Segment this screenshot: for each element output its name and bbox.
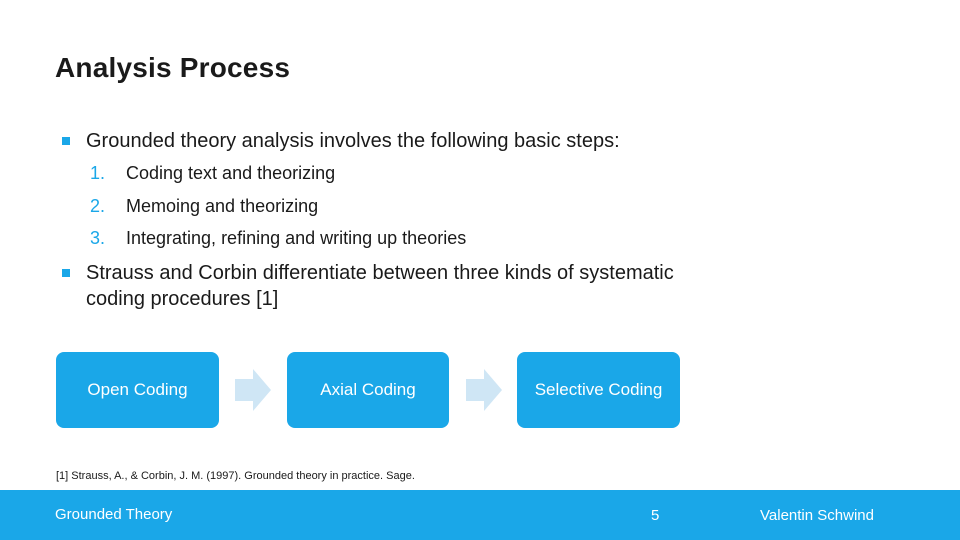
- step-text: Memoing and theorizing: [126, 196, 319, 216]
- square-bullet-icon: [62, 269, 70, 277]
- bullet-text: Grounded theory analysis involves the following basic steps:: [86, 130, 620, 152]
- step-item-2: [90, 196, 318, 217]
- step-number: 3.: [90, 228, 106, 248]
- right-arrow-icon: [466, 369, 502, 411]
- process-box-axial-coding: Axial Coding: [287, 352, 449, 428]
- reference-citation: [1] Strauss, A., & Corbin, J. M. (1997). Grounded theory in practice. Sage.: [56, 470, 415, 482]
- footer-bar: [0, 490, 960, 540]
- footer-title: Grounded Theory: [55, 506, 173, 523]
- step-text: Coding text and theorizing: [126, 163, 336, 183]
- bullet-grounded-theory: [62, 128, 762, 154]
- page-number: 5: [651, 507, 660, 524]
- right-arrow-icon: [235, 369, 271, 411]
- step-text: Integrating, refining and writing up theories: [126, 228, 467, 248]
- process-box-selective-coding: Selective Coding: [517, 352, 680, 428]
- square-bullet-icon: [62, 137, 70, 145]
- footer-author: Valentin Schwind: [760, 507, 874, 524]
- step-number: 2.: [90, 196, 106, 216]
- bullet-strauss-corbin: [62, 260, 682, 312]
- bullet-text: Strauss and Corbin differentiate between three kinds of systematic coding procedures [1]: [86, 262, 674, 310]
- slide-title: Analysis Process: [55, 52, 291, 83]
- process-box-open-coding: Open Coding: [56, 352, 219, 428]
- step-item-1: [90, 163, 335, 184]
- step-number: 1.: [90, 163, 106, 183]
- step-item-3: [90, 228, 466, 249]
